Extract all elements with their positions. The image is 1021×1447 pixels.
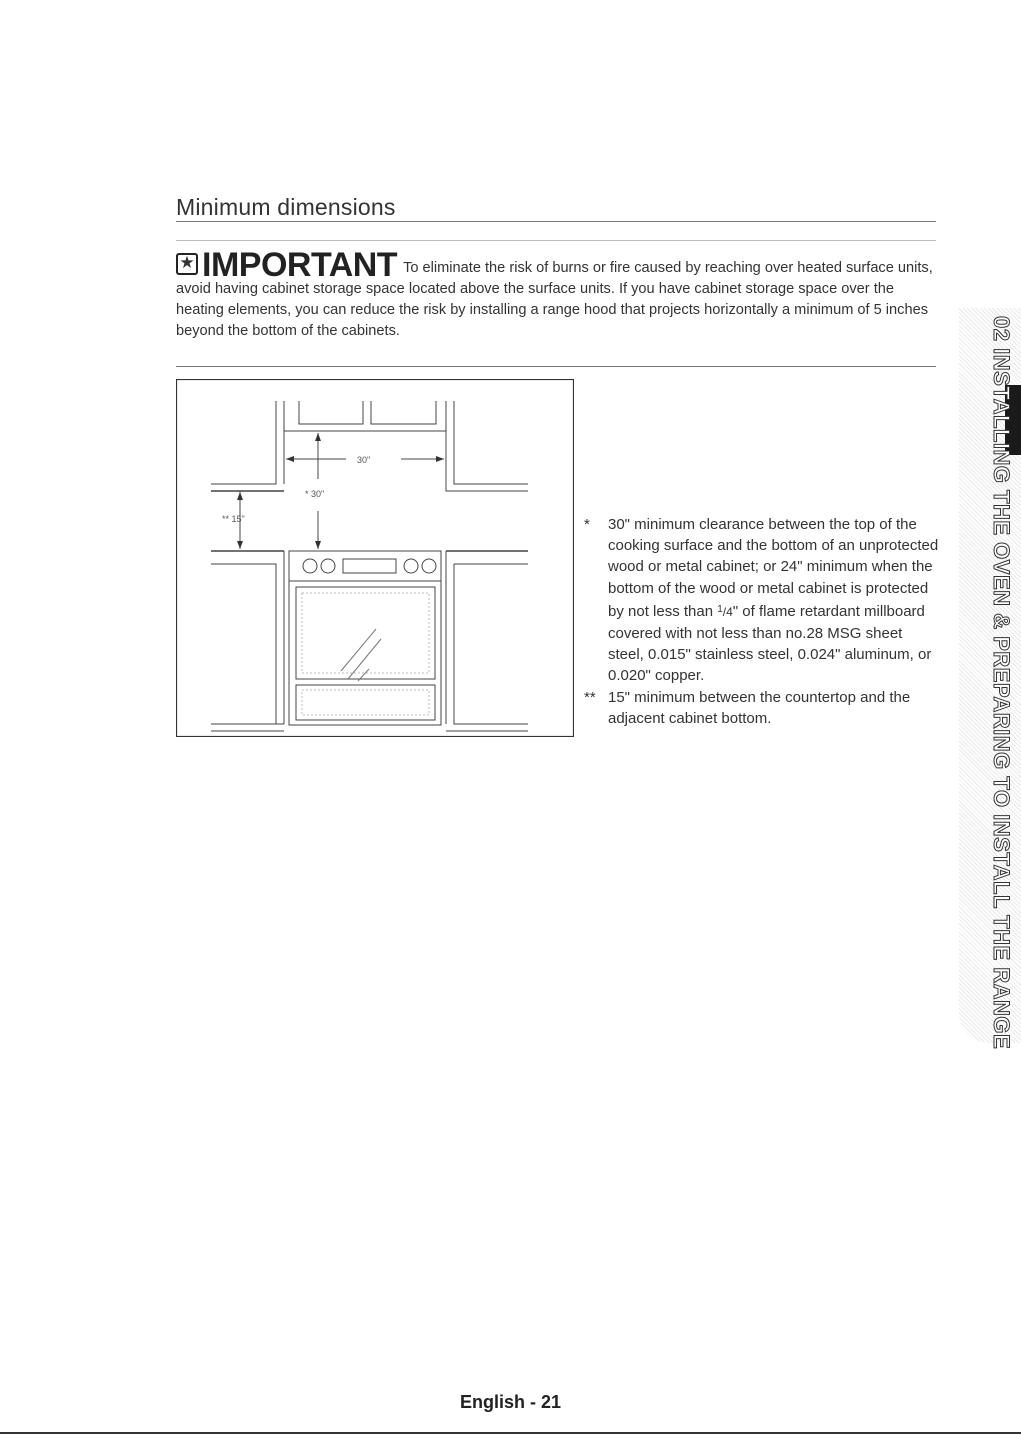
note-1-fraction-den: /4 xyxy=(722,604,733,619)
upper-left-cabinet xyxy=(211,401,284,484)
important-label: IMPORTANT xyxy=(202,246,398,284)
note-1-mark: * xyxy=(584,516,590,533)
star-box-icon: ★ xyxy=(176,253,198,275)
important-bottom-divider xyxy=(176,366,936,367)
section-title: Minimum dimensions xyxy=(176,194,396,220)
note-1 xyxy=(584,514,940,687)
important-notice xyxy=(176,246,934,342)
important-top-divider xyxy=(176,240,936,241)
range-body xyxy=(289,551,441,725)
note-2-text: 15" minimum between the countertop and the adjacent cabinet bottom. xyxy=(608,688,911,727)
knob-2 xyxy=(321,559,335,573)
note-2 xyxy=(584,687,940,729)
diagram-frame xyxy=(177,380,574,737)
note-1-fraction-num: 1 xyxy=(717,603,723,615)
note-2-mark: ** xyxy=(584,688,596,706)
knob-4 xyxy=(422,559,436,573)
upper-right-cabinet xyxy=(446,401,528,491)
upper-center-cabinet xyxy=(284,401,446,431)
knob-3 xyxy=(404,559,418,573)
title-divider xyxy=(176,221,936,222)
clearance-diagram xyxy=(176,379,574,737)
footer-divider xyxy=(0,1432,1021,1434)
notes-list xyxy=(584,514,940,729)
lower-right-cabinet xyxy=(446,551,528,731)
knob-1 xyxy=(303,559,317,573)
note-1-text-after: " of flame retardant millboard covered with not less than no.28 MSG sheet steel, 0.015" stainless steel, 0.024" aluminum, or 0.020" copper. xyxy=(608,602,932,685)
important-text: To eliminate the risk of burns or fire caused by reaching over heated surface units, avoid having cabinet storage space located above the surface units. If you have cabinet storage space over the heating elements, you can reduce the risk by installing a range hood that projects horizontally a minimum of 5 inches beyond the bottom of the cabinets. xyxy=(176,260,933,339)
page-footer: English - 21 xyxy=(459,1392,562,1412)
label-side: ** 15" xyxy=(222,514,245,524)
label-height: * 30" xyxy=(305,489,325,499)
oven-door xyxy=(296,587,435,679)
control-display xyxy=(343,559,396,573)
chapter-tab-text: 02 INSTALLING THE OVEN & PREPARING TO INSTALL THE RANGE xyxy=(989,316,1014,1050)
label-width: 30" xyxy=(357,455,371,465)
note-1-text: 30" minimum clearance between the top of the cooking surface and the bottom of an unprotected wood or metal cabinet; or 24" minimum when the bottom of the wood or metal cabinet is protected by not less than xyxy=(608,516,939,620)
lower-left-cabinet xyxy=(211,551,284,724)
